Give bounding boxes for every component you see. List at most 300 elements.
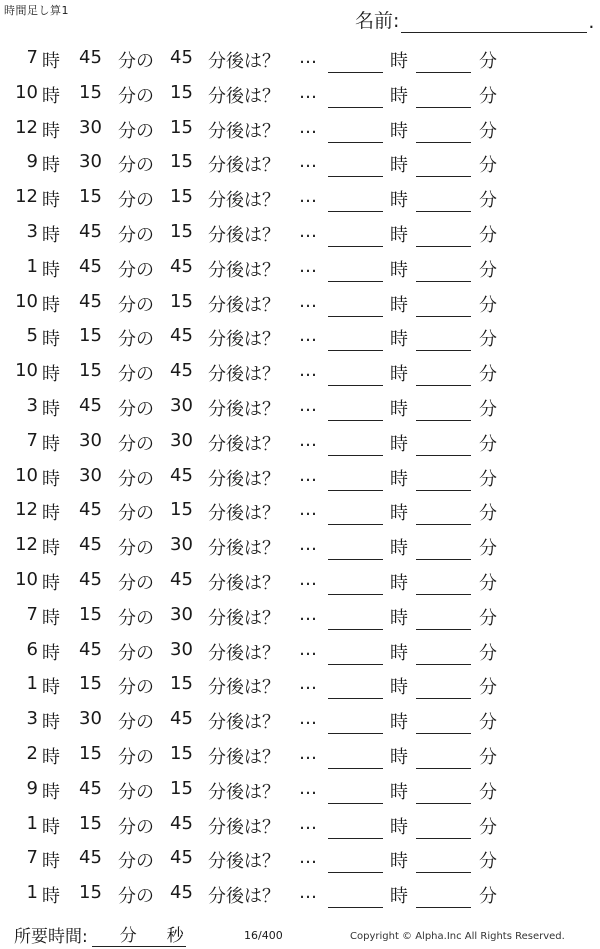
- answer-hour-blank[interactable]: [328, 221, 383, 247]
- problem-row: [0, 805, 600, 840]
- problem-minute: 15: [79, 325, 102, 347]
- ellipsis: …: [299, 847, 318, 869]
- added-minutes: 15: [170, 673, 193, 695]
- name-label: 名前:: [355, 10, 400, 32]
- problem-row: [0, 352, 600, 387]
- ellipsis: …: [299, 290, 318, 312]
- after-label: 分後は？: [208, 677, 280, 699]
- name-line: [401, 14, 587, 33]
- problem-row: [0, 283, 600, 318]
- answer-hour-unit: 時: [390, 329, 408, 351]
- hour-unit: 時: [42, 677, 60, 699]
- hour-unit: 時: [42, 398, 60, 420]
- answer-minute-unit: 分: [479, 781, 497, 803]
- added-minutes: 15: [170, 220, 193, 242]
- problem-row: [0, 596, 600, 631]
- problem-minute: 15: [79, 742, 102, 764]
- answer-hour-blank[interactable]: [328, 604, 383, 630]
- after-label: 分後は？: [208, 781, 280, 803]
- problem-hour: 9: [26, 777, 38, 799]
- problem-row: [0, 770, 600, 805]
- ellipsis: …: [299, 255, 318, 277]
- hour-unit: 時: [42, 155, 60, 177]
- answer-hour-unit: 時: [390, 781, 408, 803]
- problem-hour: 12: [15, 534, 38, 556]
- added-minutes: 45: [170, 325, 193, 347]
- answer-minute-unit: 分: [479, 851, 497, 873]
- after-label: 分後は？: [208, 503, 280, 525]
- problem-hour: 1: [26, 812, 38, 834]
- answer-hour-unit: 時: [390, 538, 408, 560]
- hour-unit: 時: [42, 712, 60, 734]
- problem-minute: 15: [79, 360, 102, 382]
- ellipsis: …: [299, 673, 318, 695]
- problem-minute: 15: [79, 812, 102, 834]
- problem-row: [0, 422, 600, 457]
- hour-unit: 時: [42, 538, 60, 560]
- answer-hour-blank[interactable]: [328, 430, 383, 456]
- after-label: 分後は？: [208, 398, 280, 420]
- name-field-group: [355, 6, 594, 33]
- answer-minute-unit: 分: [479, 816, 497, 838]
- answer-hour-unit: 時: [390, 712, 408, 734]
- problem-minute: 15: [79, 603, 102, 625]
- answer-hour-blank[interactable]: [328, 813, 383, 839]
- added-minutes: 45: [170, 464, 193, 486]
- answer-minute-blank[interactable]: [416, 221, 471, 247]
- answer-minute-unit: 分: [479, 538, 497, 560]
- after-label: 分後は？: [208, 190, 280, 212]
- answer-minute-unit: 分: [479, 224, 497, 246]
- added-minutes: 30: [170, 394, 193, 416]
- answer-hour-unit: 時: [390, 364, 408, 386]
- ellipsis: …: [299, 812, 318, 834]
- minute-unit: 分の: [118, 851, 154, 873]
- answer-hour-blank[interactable]: [328, 325, 383, 351]
- answer-minute-unit: 分: [479, 155, 497, 177]
- problem-hour: 7: [26, 47, 38, 68]
- ellipsis: …: [299, 742, 318, 764]
- minute-unit: 分の: [118, 190, 154, 212]
- problem-minute: 45: [79, 847, 102, 869]
- ellipsis: …: [299, 429, 318, 451]
- minute-unit: 分の: [118, 433, 154, 455]
- answer-minute-unit: 分: [479, 51, 497, 72]
- hour-unit: 時: [42, 259, 60, 281]
- hour-unit: 時: [42, 51, 60, 72]
- added-minutes: 45: [170, 47, 193, 68]
- answer-hour-blank[interactable]: [328, 673, 383, 699]
- minute-unit: 分の: [118, 886, 154, 908]
- answer-minute-blank[interactable]: [416, 499, 471, 525]
- answer-hour-blank[interactable]: [328, 117, 383, 143]
- problem-hour: 1: [26, 882, 38, 904]
- problem-hour: 10: [15, 568, 38, 590]
- answer-hour-blank[interactable]: [328, 395, 383, 421]
- problem-minute: 45: [79, 499, 102, 521]
- added-minutes: 45: [170, 568, 193, 590]
- problem-row: [0, 387, 600, 422]
- added-minutes: 15: [170, 742, 193, 764]
- ellipsis: …: [299, 534, 318, 556]
- added-minutes: 45: [170, 360, 193, 382]
- answer-minute-blank[interactable]: [416, 430, 471, 456]
- minute-unit: 分の: [118, 677, 154, 699]
- problem-hour: 12: [15, 186, 38, 208]
- problem-row: [0, 143, 600, 178]
- problem-hour: 7: [26, 429, 38, 451]
- answer-minute-blank[interactable]: [416, 882, 471, 908]
- answer-hour-blank[interactable]: [328, 82, 383, 108]
- hour-unit: 時: [42, 190, 60, 212]
- answer-minute-blank[interactable]: [416, 604, 471, 630]
- problem-row: [0, 213, 600, 248]
- ellipsis: …: [299, 568, 318, 590]
- after-label: 分後は？: [208, 468, 280, 490]
- problem-row: [0, 74, 600, 109]
- answer-minute-unit: 分: [479, 607, 497, 629]
- answer-hour-unit: 時: [390, 572, 408, 594]
- problem-minute: 30: [79, 116, 102, 138]
- answer-hour-unit: 時: [390, 294, 408, 316]
- answer-minute-unit: 分: [479, 746, 497, 768]
- problem-minute: 30: [79, 151, 102, 173]
- answer-hour-unit: 時: [390, 468, 408, 490]
- answer-hour-blank[interactable]: [328, 360, 383, 386]
- problem-row: [0, 839, 600, 874]
- required-time-line: [92, 921, 186, 947]
- answer-hour-blank[interactable]: [328, 708, 383, 734]
- minute-unit: 分の: [118, 781, 154, 803]
- added-minutes: 30: [170, 429, 193, 451]
- problem-minute: 15: [79, 81, 102, 103]
- answer-hour-unit: 時: [390, 85, 408, 107]
- problem-hour: 7: [26, 603, 38, 625]
- after-label: 分後は？: [208, 224, 280, 246]
- added-minutes: 45: [170, 882, 193, 904]
- minute-unit: 分の: [118, 468, 154, 490]
- hour-unit: 時: [42, 224, 60, 246]
- answer-minute-blank[interactable]: [416, 360, 471, 386]
- hour-unit: 時: [42, 364, 60, 386]
- answer-minute-unit: 分: [479, 190, 497, 212]
- answer-minute-unit: 分: [479, 398, 497, 420]
- answer-minute-unit: 分: [479, 886, 497, 908]
- problem-hour: 1: [26, 673, 38, 695]
- problem-row: [0, 491, 600, 526]
- ellipsis: …: [299, 394, 318, 416]
- problem-hour: 1: [26, 255, 38, 277]
- problem-row: [0, 561, 600, 596]
- answer-hour-unit: 時: [390, 433, 408, 455]
- answer-hour-blank[interactable]: [328, 291, 383, 317]
- answer-hour-blank[interactable]: [328, 47, 383, 73]
- added-minutes: 15: [170, 151, 193, 173]
- problem-minute: 45: [79, 534, 102, 556]
- added-minutes: 30: [170, 638, 193, 660]
- ellipsis: …: [299, 325, 318, 347]
- problem-list: [0, 39, 600, 909]
- minute-unit: 分の: [118, 607, 154, 629]
- name-end-mark: .: [588, 11, 595, 33]
- problem-minute: 15: [79, 882, 102, 904]
- problem-minute: 45: [79, 394, 102, 416]
- after-label: 分後は？: [208, 294, 280, 316]
- answer-hour-blank[interactable]: [328, 534, 383, 560]
- answer-hour-unit: 時: [390, 398, 408, 420]
- answer-hour-unit: 時: [390, 224, 408, 246]
- added-minutes: 15: [170, 186, 193, 208]
- answer-hour-unit: 時: [390, 642, 408, 664]
- after-label: 分後は？: [208, 329, 280, 351]
- hour-unit: 時: [42, 468, 60, 490]
- hour-unit: 時: [42, 329, 60, 351]
- minute-unit: 分の: [118, 224, 154, 246]
- answer-minute-blank[interactable]: [416, 569, 471, 595]
- ellipsis: …: [299, 220, 318, 242]
- answer-minute-blank[interactable]: [416, 673, 471, 699]
- problem-hour: 2: [26, 742, 38, 764]
- hour-unit: 時: [42, 607, 60, 629]
- minute-unit: 分の: [118, 398, 154, 420]
- answer-hour-blank[interactable]: [328, 151, 383, 177]
- problem-row: [0, 700, 600, 735]
- answer-minute-blank[interactable]: [416, 117, 471, 143]
- hour-unit: 時: [42, 816, 60, 838]
- answer-minute-unit: 分: [479, 572, 497, 594]
- required-time-label: 所要時間:: [14, 927, 88, 947]
- problem-hour: 3: [26, 708, 38, 730]
- after-label: 分後は？: [208, 85, 280, 107]
- problem-hour: 10: [15, 360, 38, 382]
- after-label: 分後は？: [208, 538, 280, 560]
- hour-unit: 時: [42, 851, 60, 873]
- problem-hour: 6: [26, 638, 38, 660]
- problem-hour: 10: [15, 81, 38, 103]
- answer-minute-blank[interactable]: [416, 82, 471, 108]
- problem-minute: 45: [79, 777, 102, 799]
- answer-hour-blank[interactable]: [328, 465, 383, 491]
- minute-unit: 分の: [118, 120, 154, 142]
- minute-unit: 分の: [118, 51, 154, 72]
- added-minutes: 15: [170, 116, 193, 138]
- added-minutes: 45: [170, 255, 193, 277]
- page-number: 16/400: [244, 929, 283, 942]
- answer-minute-unit: 分: [479, 85, 497, 107]
- minute-unit: 分の: [118, 259, 154, 281]
- added-minutes: 30: [170, 534, 193, 556]
- problem-row: [0, 178, 600, 213]
- answer-minute-blank[interactable]: [416, 708, 471, 734]
- answer-minute-blank[interactable]: [416, 465, 471, 491]
- required-time-minute: 分: [119, 926, 137, 946]
- answer-hour-blank[interactable]: [328, 639, 383, 665]
- answer-hour-blank[interactable]: [328, 186, 383, 212]
- ellipsis: …: [299, 882, 318, 904]
- answer-hour-unit: 時: [390, 851, 408, 873]
- answer-hour-unit: 時: [390, 120, 408, 142]
- problem-hour: 3: [26, 394, 38, 416]
- minute-unit: 分の: [118, 642, 154, 664]
- after-label: 分後は？: [208, 364, 280, 386]
- problem-row: [0, 248, 600, 283]
- answer-minute-blank[interactable]: [416, 325, 471, 351]
- ellipsis: …: [299, 464, 318, 486]
- problem-hour: 12: [15, 499, 38, 521]
- answer-hour-unit: 時: [390, 886, 408, 908]
- answer-minute-blank[interactable]: [416, 639, 471, 665]
- after-label: 分後は？: [208, 259, 280, 281]
- answer-minute-unit: 分: [479, 433, 497, 455]
- ellipsis: …: [299, 47, 318, 68]
- answer-minute-blank[interactable]: [416, 778, 471, 804]
- hour-unit: 時: [42, 746, 60, 768]
- problem-hour: 9: [26, 151, 38, 173]
- added-minutes: 45: [170, 708, 193, 730]
- minute-unit: 分の: [118, 294, 154, 316]
- ellipsis: …: [299, 151, 318, 173]
- problem-row: [0, 631, 600, 666]
- required-time: [14, 921, 186, 947]
- minute-unit: 分の: [118, 155, 154, 177]
- answer-hour-unit: 時: [390, 155, 408, 177]
- ellipsis: …: [299, 603, 318, 625]
- answer-minute-unit: 分: [479, 468, 497, 490]
- problem-hour: 10: [15, 464, 38, 486]
- problem-minute: 30: [79, 708, 102, 730]
- problem-minute: 45: [79, 47, 102, 68]
- ellipsis: …: [299, 186, 318, 208]
- answer-hour-unit: 時: [390, 503, 408, 525]
- problem-minute: 15: [79, 186, 102, 208]
- problem-minute: 45: [79, 255, 102, 277]
- added-minutes: 30: [170, 603, 193, 625]
- after-label: 分後は？: [208, 120, 280, 142]
- answer-minute-blank[interactable]: [416, 743, 471, 769]
- ellipsis: …: [299, 81, 318, 103]
- answer-hour-blank[interactable]: [328, 743, 383, 769]
- hour-unit: 時: [42, 781, 60, 803]
- added-minutes: 15: [170, 290, 193, 312]
- problem-row: [0, 457, 600, 492]
- hour-unit: 時: [42, 886, 60, 908]
- answer-minute-blank[interactable]: [416, 47, 471, 73]
- ellipsis: …: [299, 116, 318, 138]
- hour-unit: 時: [42, 503, 60, 525]
- minute-unit: 分の: [118, 538, 154, 560]
- hour-unit: 時: [42, 294, 60, 316]
- hour-unit: 時: [42, 85, 60, 107]
- added-minutes: 15: [170, 777, 193, 799]
- answer-minute-blank[interactable]: [416, 395, 471, 421]
- minute-unit: 分の: [118, 572, 154, 594]
- problem-row: [0, 526, 600, 561]
- after-label: 分後は？: [208, 642, 280, 664]
- answer-hour-blank[interactable]: [328, 882, 383, 908]
- problem-minute: 45: [79, 638, 102, 660]
- answer-minute-blank[interactable]: [416, 534, 471, 560]
- copyright: Copyright © Alpha.Inc All Rights Reserved.: [350, 931, 565, 942]
- after-label: 分後は？: [208, 51, 280, 72]
- answer-minute-unit: 分: [479, 712, 497, 734]
- answer-hour-unit: 時: [390, 677, 408, 699]
- answer-minute-blank[interactable]: [416, 291, 471, 317]
- answer-hour-unit: 時: [390, 816, 408, 838]
- problem-minute: 45: [79, 220, 102, 242]
- hour-unit: 時: [42, 642, 60, 664]
- problem-row: [0, 735, 600, 770]
- answer-minute-unit: 分: [479, 259, 497, 281]
- after-label: 分後は？: [208, 572, 280, 594]
- problem-hour: 3: [26, 220, 38, 242]
- after-label: 分後は？: [208, 816, 280, 838]
- answer-minute-blank[interactable]: [416, 256, 471, 282]
- answer-minute-unit: 分: [479, 120, 497, 142]
- problem-row: [0, 874, 600, 909]
- answer-hour-blank[interactable]: [328, 499, 383, 525]
- problem-hour: 12: [15, 116, 38, 138]
- answer-minute-unit: 分: [479, 364, 497, 386]
- answer-hour-blank[interactable]: [328, 847, 383, 873]
- after-label: 分後は？: [208, 433, 280, 455]
- added-minutes: 45: [170, 812, 193, 834]
- answer-hour-unit: 時: [390, 51, 408, 72]
- added-minutes: 15: [170, 81, 193, 103]
- after-label: 分後は？: [208, 712, 280, 734]
- after-label: 分後は？: [208, 746, 280, 768]
- minute-unit: 分の: [118, 503, 154, 525]
- ellipsis: …: [299, 777, 318, 799]
- answer-minute-blank[interactable]: [416, 847, 471, 873]
- problem-minute: 45: [79, 290, 102, 312]
- answer-hour-blank[interactable]: [328, 569, 383, 595]
- answer-hour-blank[interactable]: [328, 256, 383, 282]
- hour-unit: 時: [42, 120, 60, 142]
- hour-unit: 時: [42, 572, 60, 594]
- problem-minute: 30: [79, 429, 102, 451]
- added-minutes: 45: [170, 847, 193, 869]
- answer-minute-unit: 分: [479, 294, 497, 316]
- after-label: 分後は？: [208, 155, 280, 177]
- hour-unit: 時: [42, 433, 60, 455]
- answer-minute-blank[interactable]: [416, 813, 471, 839]
- problem-hour: 7: [26, 847, 38, 869]
- answer-minute-unit: 分: [479, 503, 497, 525]
- problem-hour: 5: [26, 325, 38, 347]
- minute-unit: 分の: [118, 85, 154, 107]
- added-minutes: 15: [170, 499, 193, 521]
- answer-hour-unit: 時: [390, 190, 408, 212]
- after-label: 分後は？: [208, 607, 280, 629]
- after-label: 分後は？: [208, 886, 280, 908]
- ellipsis: …: [299, 360, 318, 382]
- problem-row: [0, 109, 600, 144]
- minute-unit: 分の: [118, 364, 154, 386]
- answer-hour-blank[interactable]: [328, 778, 383, 804]
- required-time-second: 秒: [166, 926, 184, 946]
- answer-minute-blank[interactable]: [416, 186, 471, 212]
- answer-minute-blank[interactable]: [416, 151, 471, 177]
- problem-row: [0, 665, 600, 700]
- after-label: 分後は？: [208, 851, 280, 873]
- answer-hour-unit: 時: [390, 259, 408, 281]
- worksheet-title: 時間足し算1: [4, 4, 69, 17]
- answer-minute-unit: 分: [479, 642, 497, 664]
- minute-unit: 分の: [118, 329, 154, 351]
- problem-hour: 10: [15, 290, 38, 312]
- answer-minute-unit: 分: [479, 329, 497, 351]
- answer-hour-unit: 時: [390, 746, 408, 768]
